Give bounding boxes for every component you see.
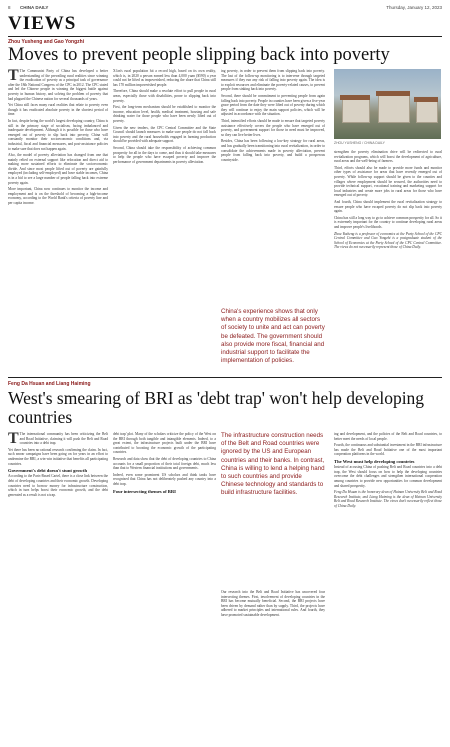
- article1-col2-p5: Second, China should take the responsibility of achieving common prosperity for all in the days to come, and thus it should take measures to help the people who have escaped poverty and improve the performance of government departments in poverty alleviation.: [113, 145, 216, 164]
- article1-byline: Zhou Yusheng and Gao Yongzhi: [8, 39, 85, 45]
- page-number: 8: [8, 5, 11, 10]
- article2-col4-p1: ing and development, and the policies of the Belt and Road countries, to better meet the needs of local people.: [334, 432, 442, 441]
- photo-building: [416, 101, 438, 123]
- photo-building: [378, 95, 410, 123]
- article1-col4-p3: And fourth, China should implement the rural revitalization strategy to ensure people who have escaped poverty do not slip back into poverty again.: [334, 199, 442, 214]
- article1-col2-p4: Given the new tenders, the CPC Central Committee and the State Council should launch measures to make sure people do not fall back into poverty and the rural households engaged in farming production should be provided with adequate support.: [113, 125, 216, 144]
- photo-roof: [376, 91, 410, 96]
- article1-pullquote: China's experience shows that only when a country mobilizes all sectors of society to unite and act can poverty be defeated. The government should also provide more fiscal, financial and industrial support to facilitate the implementation of policies.: [221, 308, 325, 365]
- article2-column-2: [113, 432, 216, 744]
- article2-col1-p1: The international community has been criticizing the Belt and Road Initiative, claiming it will push the Belt and Road countries into a debt trap.: [19, 432, 108, 446]
- article1-col4-p2: Third, efforts should also be made to provide more funds and monitor other types of assistance for areas that have recently emerged out of poverty. While follow-up support should be given to the counties and villages where employment should be secured, the authorities need to provide technical support, vocational training and marketing support for local industries and create more jobs in rural areas for those who have emerged out of poverty.: [334, 165, 442, 198]
- article2-col2-p3: Indeed, even some prominent US scholars and think tanks have recognized that China has not deliberately pushed any country into a debt trap.: [113, 472, 216, 486]
- article-divider: [8, 377, 442, 378]
- article2-pullquote: The infrastructure construction needs of the Belt and Road countries were ignored by the US and European countries and their banks. In contrast, China is willing to lend a helping hand to such countries and provide Chinese technology and standards to build infrastructure facilities.: [221, 432, 325, 497]
- article1-column-2: [113, 69, 216, 372]
- article2-col2-p1: debt trap' plot. Many of the scholars criticize the policy of the West on the BRI through both tangible and intangible elements. Indeed, to a great extent, the infrastructure projects built under the BRI have contributed to boosting the economic growth of the participating countries.: [113, 432, 216, 455]
- article1-author-bio: Zhou Yusheng is a professor of economics at the Party School of the CPC Central Committee and Gao Yongzhi is a postgraduate student of the School of Economics at the Party School of the CPC Central Committee. The views do not necessarily represent those of China Daily.: [334, 231, 442, 250]
- article1-col1-p1: The Communist Party of China has developed a better understanding of the prevailing rural realities since winning the eradication of poverty as a principal task of governance after the 18th National Congress of the CPC in 2012. The CPC stated and led the Chinese people in winning the biggest battle against poverty in human history, and solving the problem of poverty that had plagued the Chinese nation for several thousands of years.: [8, 69, 108, 101]
- article2-column-1: [8, 432, 108, 744]
- article2-subhead-2: Four intersecting themes of BRI: [113, 488, 176, 494]
- article2-col1-p2: Yet there has been no rational research confirming the claim. In fact, such smear campaigns have been going on for years in an effort to undermine the BRI, a win-win initiative that benefits all participating countries.: [8, 447, 108, 466]
- article1-col1-p5: More important, China now continues to monitor the income and employment and is on the threshold of becoming a high-income economy, according to the World Bank's criteria of poverty line and per capita income.: [8, 187, 108, 206]
- article1-column-1: [8, 69, 108, 372]
- page-header: [8, 3, 442, 13]
- article1-column-4: [334, 150, 442, 372]
- article1-col2-p2: Therefore, China should make a resolute effort to pull people in rural areas, especially those with disabilities, prone to slipping back into poverty.: [113, 89, 216, 103]
- section-rule: [8, 36, 442, 37]
- article2-headline: West's smearing of BRI as 'debt trap' won't help developing countries: [8, 388, 425, 427]
- photo-roof: [414, 97, 438, 102]
- article2-col4-p2: Fourth, the continuous and substantial investment in the BRI infrastructure has made the Belt and Road Initiative one of the most important cooperation platforms in the world.: [334, 443, 442, 457]
- article2-col2-p2: Research and data show that the debt of developing countries to China accounts for a small proportion of their total foreign debt, much less than that to Western financial institutions and governments.: [113, 456, 216, 471]
- article2-byline: Feng Da Hsuan and Liang Haiming: [8, 381, 91, 387]
- article1-col3-p1: ing poverty, in order to prevent them from slipping back into poverty. The last of the follow-up monitoring is to intervene through targeted measures if they run any risk of falling into poverty again. The idea is to exploit resources and eliminate the poverty-related causes, to prevent people from sinking back into poverty.: [221, 69, 325, 92]
- article1-col2-p3: First, the long-term mechanism should be established to monitor the income, education level, health, medical treatment, housing and safe drinking water for those people who have been newly lifted out of poverty.: [113, 105, 216, 123]
- drop-cap: T: [8, 432, 19, 447]
- article2-author-bio: Feng Da Hsuan is the honorary dean of Hainan University Belt and Road Research Institute, and Liang Haiming is the dean of Hainan University Belt and Road Research Institute. The views don't necessarily reflect those of China Daily.: [334, 490, 442, 508]
- publication-name: CHINA DAILY: [20, 5, 49, 10]
- section-title: VIEWS: [8, 13, 77, 34]
- article2-column-3: [221, 590, 325, 744]
- photo-roof: [340, 95, 370, 100]
- article1-col1-p4: Also, the model of poverty alleviation has changed from one that mainly relied on external support like relocation and direct aid to making more sustained efforts to eliminate the socioeconomic divide. And since most people lifted out of poverty are gainfully employed (including self-employed) and have stable incomes, China is in a bid to see a large number of people falling back into extreme poverty again.: [8, 153, 108, 185]
- article1-col4-p4: China has still a long way to go to achieve common prosperity for all. So it is extremely important for the country to continue developing rural areas and improve people's livelihoods.: [334, 215, 442, 229]
- article2-subhead-1: Government's debt doesn't stunt growth: [8, 468, 88, 474]
- article1-col3-p2: Second, there should be commitment to preventing people from again falling back into poverty. People in counties have been given a five-year grace period from the date they were lifted out of poverty during which they will continue to enjoy the main support policies, which will be adjusted in accordance with the situation.: [221, 93, 325, 117]
- article1-photo: [334, 69, 441, 139]
- photo-building: [342, 99, 370, 123]
- photo-caption: ZHOU YUSHENG / CHINA DAILY: [334, 141, 385, 145]
- article1-column-3: [221, 69, 325, 305]
- article2-col1b-p1: According to the Paris-Based Cartel, there is a close link between the debt of developing countries and their economic growth. Developing countries need to borrow money for infrastructure construction, which in turn helps boost their economic growth, and the debt generated as a result is not a trap.: [8, 474, 108, 497]
- article2-col3-p1: Our research into the Belt and Road Initiative has uncovered four intersecting themes. First, involvement of developing countries in the BRI has become mutually beneficial. Second, the BRI projects have been driven by demand rather than by supply. Third, the projects have adhered to market principles and international rules. And fourth, they have promoted sustainable development.: [221, 590, 325, 617]
- article2-column-4: [334, 432, 442, 744]
- article1-col4-p1: strengthen the poverty elimination drive will be redirected to rural revitalization programs, which will boost the development of agriculture, rural areas and the well-being of farmers.: [334, 150, 442, 164]
- article2-col4b-p1: Instead of accusing China of pushing Belt and Road countries into a debt trap, the West should focus on how to help the developing countries overcome the debt challenges and strengthen international cooperation among countries to provide new opportunities for common development and shared prosperity.: [334, 465, 442, 488]
- article2-subhead-3: The West must help developing countries: [334, 458, 415, 464]
- article1-col2-p1: Xi'an's rural population hit a record high, based on its own reality, which is, in 2020 a person earned less than 4,000 yuan ($590) a year could not be lifted as impoverished, reducing the share that China still has 170 million impoverished people.: [113, 69, 216, 87]
- article1-col3-p4: Besides, China has been following a low-key strategy for rural areas, and has gradually been transitioning into rural revitalization, in order to consolidate the achievements made in poverty alleviation, prevent people from falling back into poverty, and build a prosperous countryside.: [221, 139, 325, 162]
- article1-headline: Moves to prevent people slipping back into poverty: [8, 45, 390, 65]
- article1-col1-p2: Yet China still faces many rural realities that relate to poverty even though it has eradicated absolute poverty in the shortest period of time.: [8, 103, 108, 117]
- article1-col1-p3: In fact, despite being the world's largest developing country, China is still in the primary stage of socialism, facing imbalanced and inadequate development. Although it is possible for those who have emerged out of poverty to slip back into poverty, China will constantly monitor their socioeconomic conditions and, via industrial, fiscal and financial measures, and post-assistance policies to make sure that does not happen again.: [8, 118, 108, 151]
- article1-col3-p3: Third, intensified efforts should be made to ensure that targeted poverty assistance effectively covers the people who have emerged out of poverty, and government support for those in need must be improved, so they can live better lives.: [221, 118, 325, 137]
- issue-date: Thursday, January 12, 2023: [386, 5, 442, 10]
- drop-cap: T: [8, 69, 19, 84]
